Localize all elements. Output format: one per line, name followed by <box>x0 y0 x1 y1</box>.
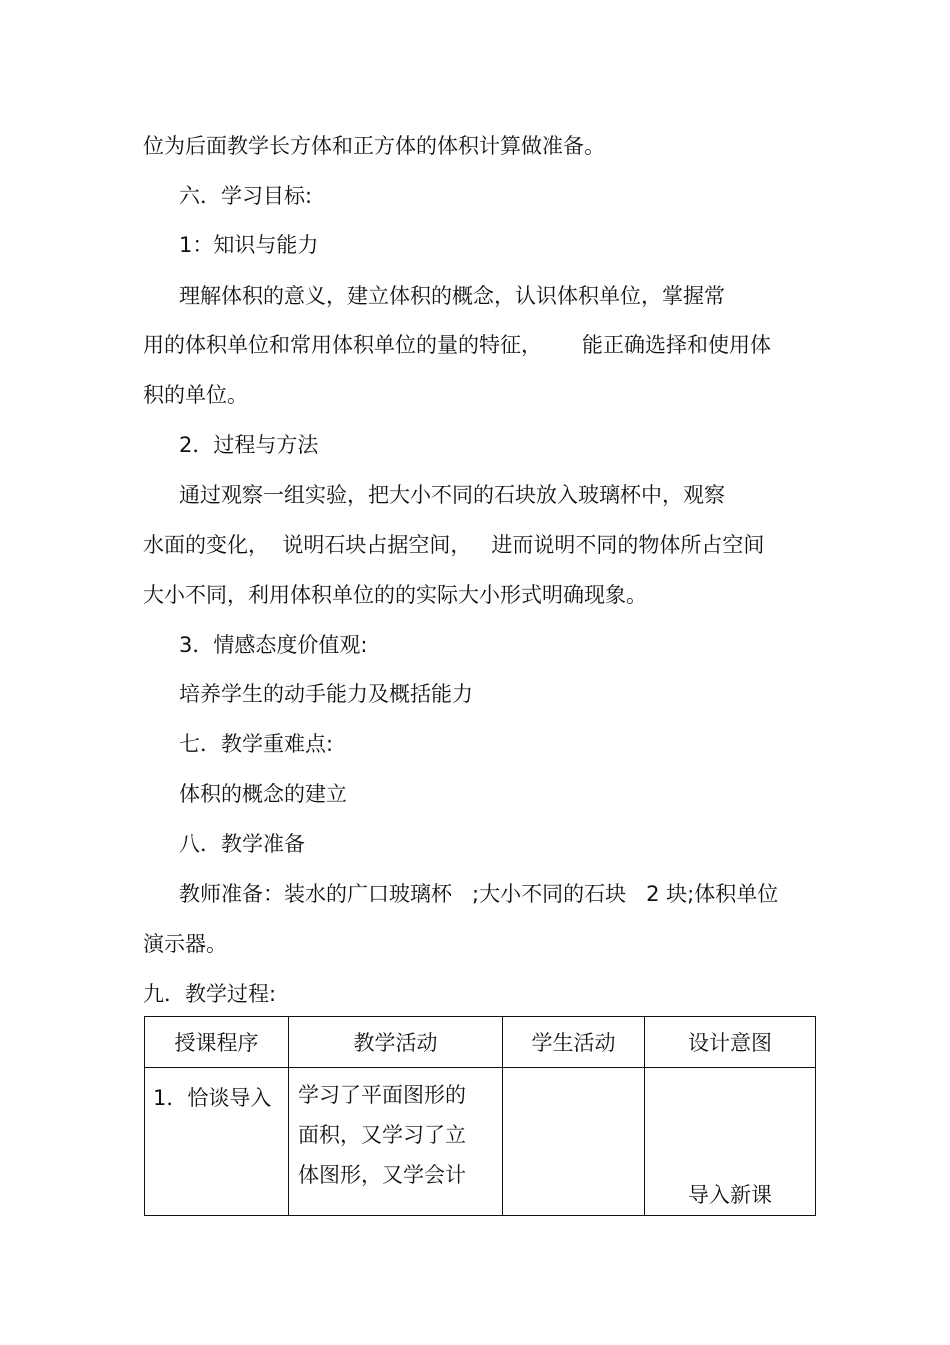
section-heading: 六．学习目标: <box>179 184 313 208</box>
section-heading: 七．教学重难点: <box>179 732 334 756</box>
activity-line: 面积，又学习了立 <box>298 1123 466 1147</box>
paragraph-line: 教师准备：装水的广口玻璃杯 ;大小不同的石块 2 块;体积单位 <box>179 882 779 906</box>
activity-cell <box>289 1068 503 1216</box>
paragraph-line: 培养学生的动手能力及概括能力 <box>179 682 473 706</box>
lesson-plan-table <box>144 1016 816 1216</box>
section-heading: 八．教学准备 <box>179 832 305 856</box>
paragraph-line: 用的体积单位和常用体积单位的量的特征， 能正确选择和使用体 <box>143 333 772 357</box>
paragraph-line: 演示器。 <box>143 932 227 956</box>
subsection-heading: 3．情感态度价值观: <box>179 633 368 657</box>
section-heading: 九．教学过程: <box>143 982 277 1006</box>
step-cell: 1．恰谈导入 <box>145 1068 289 1216</box>
paragraph-line: 位为后面教学长方体和正方体的体积计算做准备。 <box>143 134 605 158</box>
paragraph-line: 大小不同，利用体积单位的的实际大小形式明确现象。 <box>143 583 647 607</box>
student-cell <box>503 1068 645 1216</box>
paragraph-line: 理解体积的意义，建立体积的概念，认识体积单位，掌握常 <box>179 284 725 308</box>
subsection-heading: 2．过程与方法 <box>179 433 319 457</box>
paragraph-line: 水面的变化， 说明石块占据空间， 进而说明不同的物体所占空间 <box>143 533 765 557</box>
paragraph-line: 通过观察一组实验，把大小不同的石块放入玻璃杯中，观察 <box>179 483 725 507</box>
paragraph-line: 体积的概念的建立 <box>179 782 347 806</box>
table-header-row <box>145 1017 816 1068</box>
intent-cell: 导入新课 <box>645 1068 816 1216</box>
table-row <box>145 1068 816 1216</box>
column-header: 设计意图 <box>645 1017 816 1068</box>
column-header: 授课程序 <box>145 1017 289 1068</box>
activity-line: 体图形，又学会计 <box>298 1163 466 1187</box>
column-header: 学生活动 <box>503 1017 645 1068</box>
activity-line: 学习了平面图形的 <box>298 1083 466 1107</box>
subsection-heading: 1：知识与能力 <box>179 233 319 257</box>
paragraph-line: 积的单位。 <box>143 383 248 407</box>
column-header: 教学活动 <box>289 1017 503 1068</box>
